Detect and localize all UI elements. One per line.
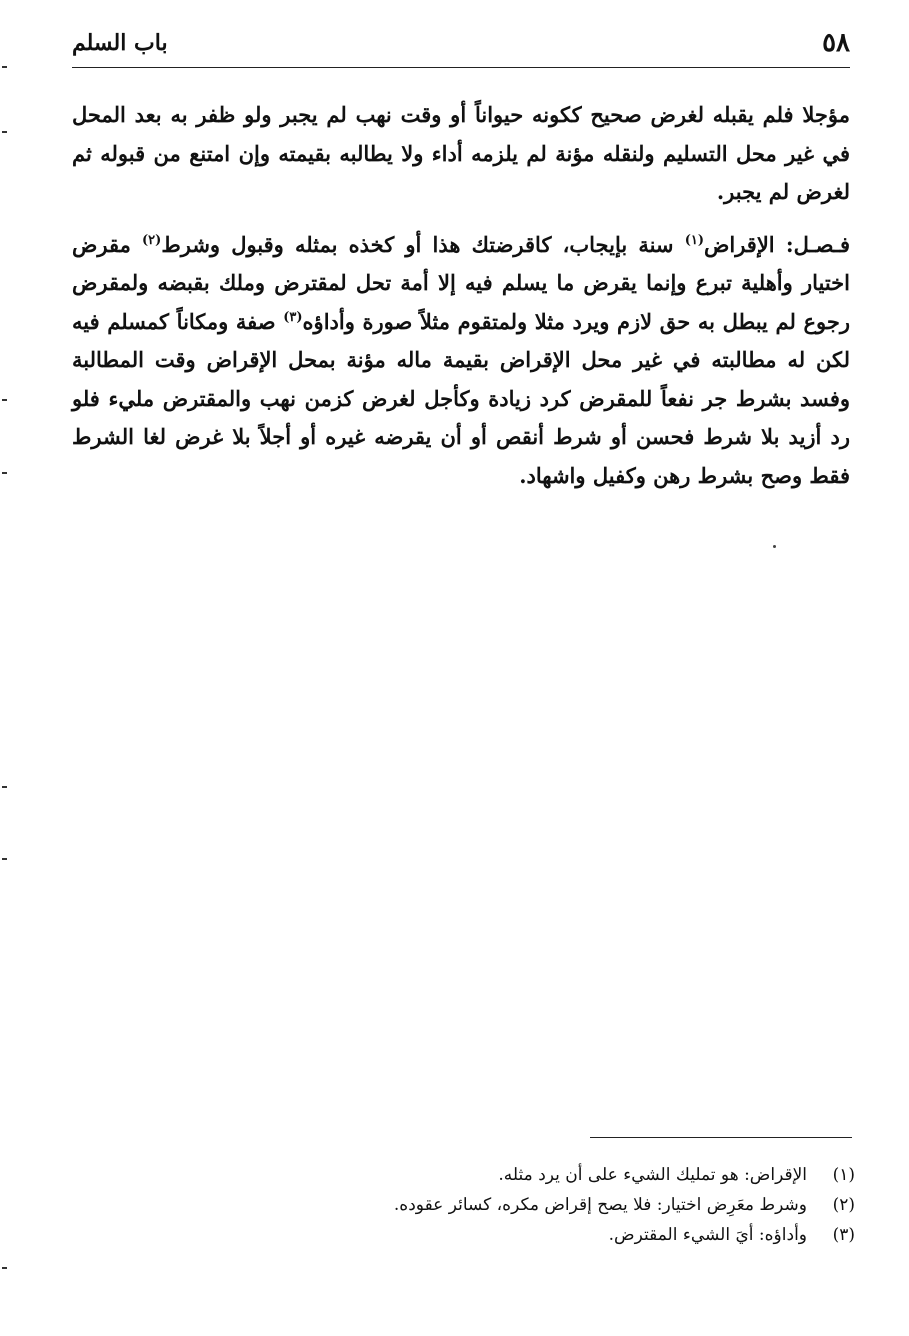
scan-mark <box>2 66 7 68</box>
scan-mark <box>2 858 7 860</box>
paragraph-text: الإقراض <box>703 231 775 257</box>
footnote-text: وأداؤه: أيَ الشيء المقترض. <box>608 1225 807 1245</box>
running-title: باب السلم <box>72 30 168 56</box>
footnote-item <box>300 1160 855 1190</box>
main-text <box>72 96 850 509</box>
footnote-reference[interactable]: (٢) <box>142 232 162 248</box>
footnote-number: (٣) <box>832 1225 855 1245</box>
scan-mark <box>2 131 7 133</box>
scan-mark <box>2 399 7 401</box>
footnote-reference[interactable]: (٣) <box>283 309 303 325</box>
paragraph-fasl <box>72 226 850 496</box>
footnote-text: وشرط معَرِض اختيار: فلا يصح إقراض مكره، كسائر عقوده. <box>393 1195 807 1215</box>
scan-mark <box>2 472 7 474</box>
page-header <box>72 26 850 66</box>
paragraph-text: مؤجلا فلم يقبله لغرض صحيح ككونه حيواناً أو وقت نهب لم يجبر ولو ظفر به بعد المحل في غير محل التسليم ولنقله مؤنة لم يلزمه أداء ولا يطالبه بقيمته وإن امتنع من قبوله ثم لغرض لم يجبر. <box>72 102 850 204</box>
footnote-reference[interactable]: (١) <box>684 232 704 248</box>
footnotes <box>300 1160 855 1250</box>
footnote-item <box>300 1190 855 1220</box>
paragraph <box>72 96 850 212</box>
scan-mark <box>2 1267 7 1269</box>
footnote-separator <box>590 1137 852 1138</box>
footnote-item <box>300 1220 855 1250</box>
header-rule <box>72 67 850 68</box>
footnote-number: (١) <box>832 1165 855 1185</box>
scan-speck <box>773 545 776 548</box>
paragraph-text: مقرض اختيار وأهلية تبرع وإنما يقرض ما يسلم فيه إلا أمة تحل لمقترض وملك بقبضه ولمقرض رجوع لم يبطل به حق لازم ويرد مثلا ولمتقوم مثلاً صورة وأداؤه <box>72 231 850 334</box>
page-number: ٥٨ <box>822 28 850 58</box>
section-label: فـصـل: <box>785 231 851 257</box>
footnote-text: الإقراض: هو تمليك الشيء على أن يرد مثله. <box>498 1165 807 1185</box>
paragraph-text: سنة بإيجاب، كاقرضتك هذا أو كخذه بمثله وقبول وشرط <box>161 231 674 257</box>
footnote-number: (٢) <box>832 1195 855 1215</box>
paragraph-text: صفة ومكاناً كمسلم فيه لكن له مطالبته في غير محل الإقراض بقيمة ماله مؤنة بمحل الإقراض وقت المطالبة وفسد بشرط جر نفعاً للمقرض كرد زيادة وكأجل لغرض كزمن نهب والمقترض مليء فلو رد أزيد بلا شرط فحسن أو شرط أنقص أو أن يقرضه غيره أو أجلاً بلا غرض لغا الشرط فقط وصح بشرط رهن وكفيل واشهاد. <box>72 308 850 488</box>
scan-mark <box>2 786 7 788</box>
